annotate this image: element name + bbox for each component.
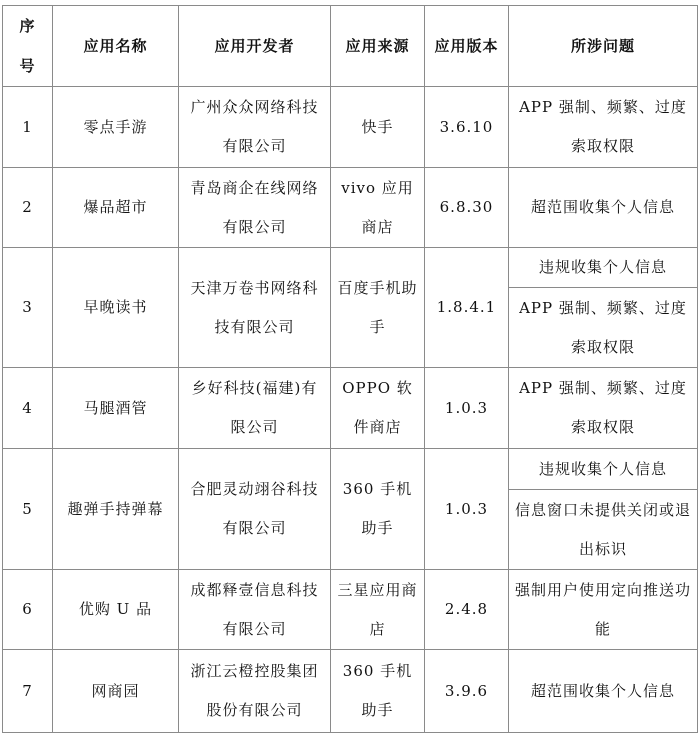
cell-no: 1 (3, 87, 53, 168)
cell-source: vivo 应用商店 (331, 168, 425, 248)
header-no: 序号 (3, 6, 53, 87)
cell-version: 1.0.3 (425, 368, 509, 449)
header-app-name: 应用名称 (53, 6, 179, 87)
cell-developer: 广州众众网络科技有限公司 (179, 87, 331, 168)
cell-source: OPPO 软件商店 (331, 368, 425, 449)
app-issues-table (2, 5, 698, 733)
cell-developer: 浙江云橙控股集团股份有限公司 (179, 650, 331, 733)
cell-developer: 成都释壹信息科技有限公司 (179, 570, 331, 650)
cell-issue: 超范围收集个人信息 (509, 168, 698, 248)
cell-issue: APP 强制、频繁、过度索取权限 (509, 288, 698, 368)
cell-no: 6 (3, 570, 53, 650)
cell-developer: 天津万卷书网络科技有限公司 (179, 248, 331, 368)
header-issues: 所涉问题 (509, 6, 698, 87)
cell-source: 三星应用商店 (331, 570, 425, 650)
table-row (3, 248, 698, 288)
cell-app-name: 马腿酒管 (53, 368, 179, 449)
cell-version: 3.6.10 (425, 87, 509, 168)
table-row (3, 449, 698, 490)
table-row (3, 168, 698, 248)
cell-issue: 信息窗口未提供关闭或退出标识 (509, 490, 698, 570)
cell-app-name: 早晚读书 (53, 248, 179, 368)
cell-no: 7 (3, 650, 53, 733)
cell-app-name: 零点手游 (53, 87, 179, 168)
cell-developer: 青岛商企在线网络有限公司 (179, 168, 331, 248)
header-row (3, 6, 698, 87)
cell-version: 1.0.3 (425, 449, 509, 570)
cell-app-name: 爆品超市 (53, 168, 179, 248)
cell-issue: APP 强制、频繁、过度索取权限 (509, 87, 698, 168)
cell-issue: 强制用户使用定向推送功能 (509, 570, 698, 650)
cell-no: 2 (3, 168, 53, 248)
cell-version: 2.4.8 (425, 570, 509, 650)
cell-version: 6.8.30 (425, 168, 509, 248)
cell-issue: 超范围收集个人信息 (509, 650, 698, 733)
cell-developer: 合肥灵动翊谷科技有限公司 (179, 449, 331, 570)
table-row (3, 87, 698, 168)
cell-source: 百度手机助手 (331, 248, 425, 368)
cell-source: 360 手机助手 (331, 650, 425, 733)
cell-version: 3.9.6 (425, 650, 509, 733)
cell-version: 1.8.4.1 (425, 248, 509, 368)
cell-app-name: 趣弹手持弹幕 (53, 449, 179, 570)
header-version: 应用版本 (425, 6, 509, 87)
table-row (3, 650, 698, 733)
cell-no: 5 (3, 449, 53, 570)
cell-no: 4 (3, 368, 53, 449)
header-developer: 应用开发者 (179, 6, 331, 87)
cell-issue: 违规收集个人信息 (509, 449, 698, 490)
cell-source: 360 手机助手 (331, 449, 425, 570)
table-row (3, 368, 698, 449)
cell-issue: 违规收集个人信息 (509, 248, 698, 288)
cell-developer: 乡好科技(福建)有限公司 (179, 368, 331, 449)
cell-issue: APP 强制、频繁、过度索取权限 (509, 368, 698, 449)
header-source: 应用来源 (331, 6, 425, 87)
cell-app-name: 网商园 (53, 650, 179, 733)
cell-app-name: 优购 U 品 (53, 570, 179, 650)
cell-no: 3 (3, 248, 53, 368)
table-row (3, 570, 698, 650)
cell-source: 快手 (331, 87, 425, 168)
